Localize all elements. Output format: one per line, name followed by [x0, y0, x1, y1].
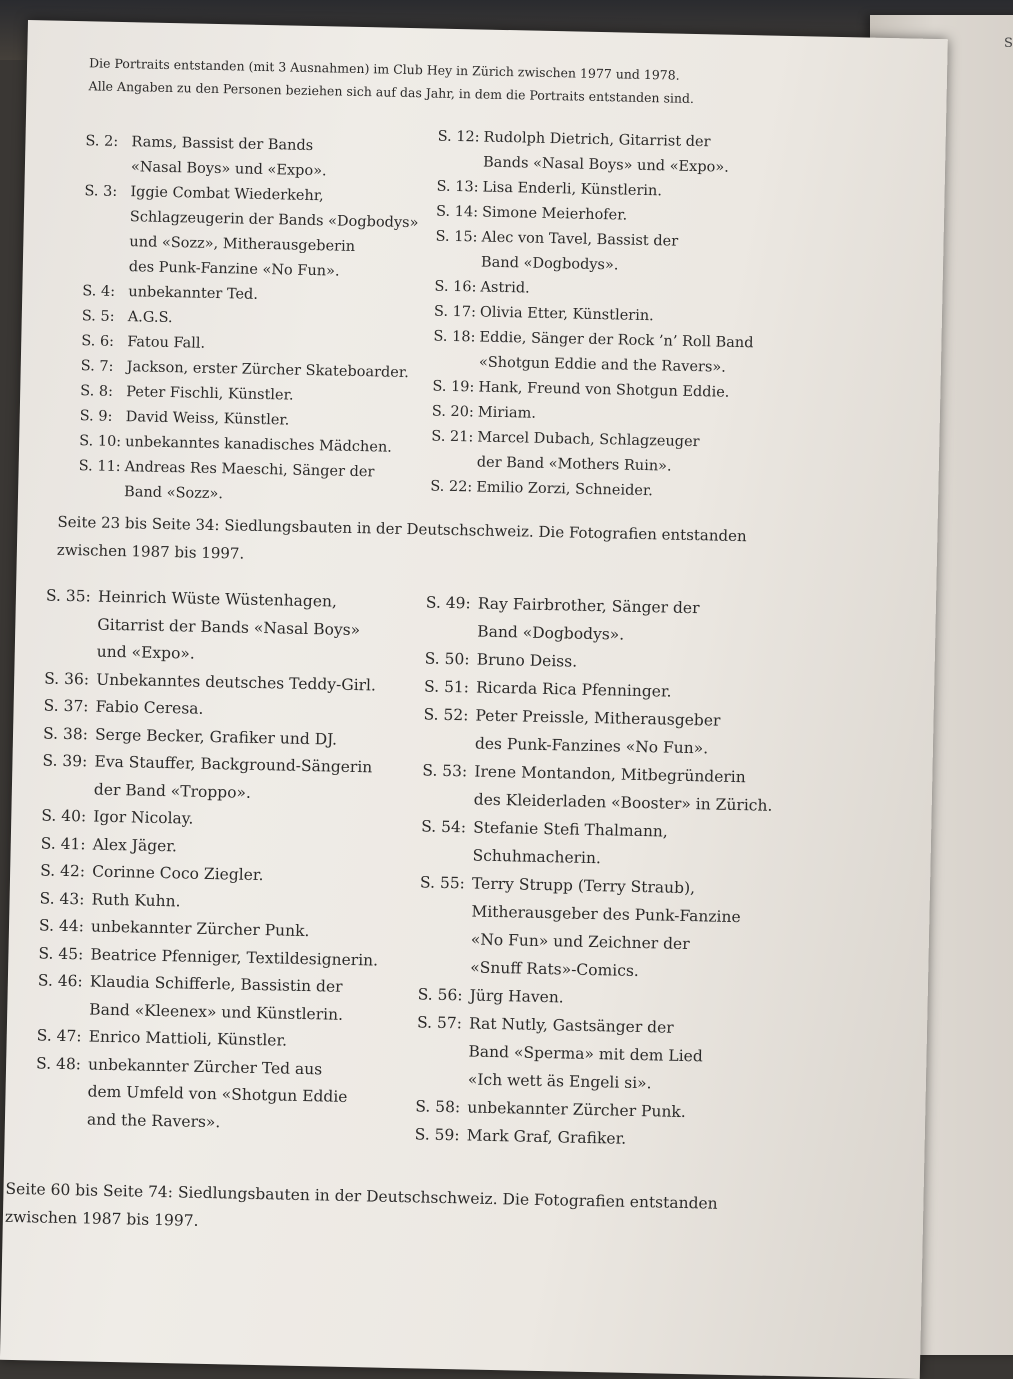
- section-note-2: [5, 1175, 826, 1248]
- page-ref: S. 13:: [436, 178, 479, 196]
- list-item: [85, 129, 446, 187]
- page-ref: S. 44:: [38, 916, 85, 936]
- entry-text: David Weiss, Künstler.: [125, 409, 290, 429]
- entry-text: Band «Dogbodys».: [477, 622, 625, 644]
- page-ref: S. 57:: [416, 1013, 463, 1033]
- page-ref: S. 59:: [414, 1125, 460, 1145]
- entry-text: Irene Montandon, Mitbegründerin: [474, 762, 746, 787]
- page-ref: S. 45:: [38, 943, 84, 963]
- entry-text: unbekannter Zürcher Ted aus: [87, 1054, 323, 1078]
- portrait-list-left-2: [35, 583, 436, 1141]
- page-ref: S. 43:: [39, 888, 85, 908]
- entry-text: Jackson, erster Zürcher Skateboarder.: [126, 359, 409, 382]
- entry-text: Mitherausgeber des Punk-Fanzine: [471, 902, 741, 927]
- entry-text: Schuhmacherin.: [472, 846, 602, 868]
- entry-text: «No Fun» und Zeichner der: [470, 930, 690, 954]
- list-item: [418, 868, 820, 988]
- page-ref: S. 56:: [417, 985, 463, 1005]
- entry-text: Simone Meierhofer.: [481, 204, 628, 224]
- page-ref: S. 46:: [37, 971, 83, 991]
- page-ref: S. 7:: [80, 358, 114, 375]
- entry-text: Heinrich Wüste Wüstenhagen,: [97, 587, 338, 611]
- entry-text: der Band «Mothers Ruin».: [476, 454, 672, 475]
- page-ref: S. 35:: [45, 586, 92, 606]
- page-ref: S. 51:: [423, 677, 470, 697]
- page-ref: S. 37:: [43, 696, 89, 716]
- entry-text: Hank, Freund von Shotgun Eddie.: [478, 379, 730, 401]
- page-ref: S. 52:: [423, 705, 469, 725]
- entry-text: und «Expo».: [96, 642, 195, 663]
- entry-text: Jürg Haven.: [469, 986, 564, 1007]
- entry-text: unbekanntes kanadisches Mädchen.: [125, 434, 393, 456]
- entry-text: dem Umfeld von «Shotgun Eddie: [87, 1082, 348, 1106]
- page-ref: S. 42:: [40, 861, 86, 881]
- page-ref: S. 58:: [415, 1097, 461, 1117]
- entry-text: Astrid.: [480, 279, 530, 297]
- list-item: [78, 454, 439, 512]
- entry-text: unbekannter Zürcher Punk.: [467, 1098, 686, 1122]
- page-ref: S. 50:: [424, 649, 470, 669]
- entry-text: Lisa Enderli, Künstlerin.: [482, 179, 663, 200]
- intro-text: [88, 51, 849, 113]
- entry-text: Iggie Combat Wiederkehr,: [130, 184, 324, 205]
- page-ref: S. 38:: [42, 723, 89, 743]
- entry-text: Igor Nicolay.: [93, 807, 194, 828]
- entry-text: des Kleiderladen «Booster» in Zürich.: [473, 790, 773, 815]
- entry-text: Band «Sozz».: [123, 484, 224, 503]
- page-ref: S. 18:: [433, 328, 476, 346]
- entry-text: Olivia Etter, Künstlerin.: [479, 304, 654, 325]
- page-ref: S. 55:: [419, 873, 466, 893]
- page-ref: S. 39:: [42, 751, 88, 771]
- book-page: [0, 20, 948, 1379]
- entry-text: Beatrice Pfenniger, Textildesignerin.: [90, 945, 379, 970]
- page-ref: S. 9:: [79, 408, 113, 425]
- page-ref: S. 54:: [421, 817, 467, 837]
- page-ref: S. 5:: [81, 308, 115, 325]
- page-ref: S. 8:: [80, 383, 114, 400]
- page-ref: S. 36:: [44, 668, 90, 688]
- section-line: zwischen 1987 bis 1997.: [4, 1207, 199, 1230]
- entry-text: und «Sozz», Mitherausgeberin: [129, 234, 356, 255]
- entry-text: Andreas Res Maeschi, Sänger der: [124, 459, 375, 481]
- entry-text: Band «Sperma» mit dem Lied: [468, 1042, 703, 1066]
- page-ref: S. 12:: [437, 128, 480, 146]
- entry-text: Miriam.: [477, 404, 537, 422]
- page-ref: S. 10:: [79, 433, 122, 451]
- list-item: [420, 812, 821, 876]
- page-ref: S. 41:: [40, 833, 86, 853]
- entry-text: Marcel Dubach, Schlagzeuger: [477, 429, 700, 451]
- entry-text: A.G.S.: [127, 309, 173, 327]
- page-ref: S. 17:: [433, 303, 477, 321]
- list-item: [42, 747, 433, 810]
- entry-text: Unbekanntes deutsches Teddy-Girl.: [96, 670, 377, 694]
- entry-text: des Punk-Fanzines «No Fun».: [474, 734, 709, 758]
- entry-text: der Band «Troppo».: [93, 780, 252, 802]
- section-line: zwischen 1987 bis 1997.: [56, 540, 245, 563]
- list-item: [416, 1008, 818, 1100]
- entry-text: Serge Becker, Grafiker und DJ.: [94, 725, 338, 749]
- entry-text: Mark Graf, Grafiker.: [466, 1126, 627, 1148]
- portrait-list-right-2: [414, 588, 826, 1156]
- page-ref: S. 11:: [78, 458, 121, 476]
- list-item: [431, 425, 792, 483]
- entry-text: Ray Fairbrother, Sänger der: [477, 594, 700, 618]
- page-ref: S. 19:: [432, 378, 475, 396]
- portrait-list-left-1: [78, 129, 446, 511]
- list-item: [425, 588, 826, 652]
- list-item: [435, 225, 796, 283]
- entry-text: Alec von Tavel, Bassist der: [481, 229, 679, 250]
- entry-text: Eva Stauffer, Background-Sängerin: [94, 752, 373, 777]
- entry-text: Rams, Bassist der Bands: [131, 134, 314, 154]
- section-line: Seite 23 bis Seite 34: Siedlungsbauten in der Deutschschweiz. Die Fotografien entstanden: [57, 512, 747, 546]
- facing-page-letter: S: [1004, 36, 1013, 51]
- entry-text: and the Ravers».: [86, 1109, 221, 1131]
- entry-text: Rat Nutly, Gastsänger der: [468, 1014, 674, 1037]
- page-ref: S. 6:: [81, 333, 115, 350]
- page-ref: S. 14:: [435, 203, 479, 221]
- entry-text: des Punk-Fanzine «No Fun».: [128, 259, 340, 280]
- page-ref: S. 4:: [82, 283, 116, 300]
- page-ref: S. 53:: [422, 761, 468, 781]
- entry-text: «Snuff Rats»-Comics.: [470, 958, 639, 980]
- entry-text: Emilio Zorzi, Schneider.: [476, 479, 654, 500]
- page-ref: S. 21:: [431, 428, 474, 446]
- page-ref: S. 47:: [36, 1026, 82, 1046]
- page-ref: S. 20:: [431, 403, 475, 421]
- section-note-1: [57, 508, 838, 580]
- entry-text: unbekannter Zürcher Punk.: [90, 917, 310, 941]
- entry-text: Band «Dogbodys».: [480, 254, 619, 274]
- page-ref: S. 15:: [435, 228, 478, 246]
- entry-text: Alex Jäger.: [92, 835, 178, 855]
- entry-text: Klaudia Schifferle, Bassistin der: [89, 972, 343, 996]
- entry-text: Eddie, Sänger der Rock ’n’ Roll Band: [479, 329, 754, 352]
- intro-line: Die Portraits entstanden (mit 3 Ausnahmen) im Club Hey in Zürich zwischen 1977 und 1978.: [88, 55, 680, 83]
- entry-text: Fabio Ceresa.: [95, 697, 204, 718]
- list-item: [44, 583, 436, 674]
- section-line: Seite 60 bis Seite 74: Siedlungsbauten in der Deutschschweiz. Die Fotografien entstanden: [5, 1179, 718, 1213]
- page-ref: S. 48:: [35, 1053, 82, 1073]
- entry-text: Terry Strupp (Terry Straub),: [471, 874, 696, 898]
- entry-text: Corinne Coco Ziegler.: [91, 862, 264, 885]
- entry-text: Stefanie Stefi Thalmann,: [472, 818, 669, 841]
- entry-text: Schlagzeugerin der Bands «Dogbodys»: [129, 209, 419, 232]
- portrait-list-right-1: [430, 125, 798, 507]
- entry-text: Peter Fischli, Künstler.: [126, 384, 294, 404]
- entry-text: «Ich wett äs Engeli si».: [467, 1070, 652, 1093]
- page-ref: S. 2:: [85, 133, 119, 150]
- list-item: [37, 967, 428, 1030]
- list-item: [437, 125, 798, 183]
- page-ref: S. 16:: [434, 278, 477, 296]
- list-item: [423, 700, 824, 764]
- entry-text: Bands «Nasal Boys» und «Expo».: [482, 154, 729, 176]
- page-ref: S. 49:: [425, 593, 471, 613]
- entry-text: Gitarrist der Bands «Nasal Boys»: [97, 615, 361, 639]
- page-ref: S. 40:: [41, 806, 87, 826]
- entry-text: Ricarda Rica Pfenninger.: [475, 678, 672, 701]
- list-item: [421, 756, 822, 820]
- entry-text: unbekannter Ted.: [128, 284, 259, 303]
- entry-text: Band «Kleenex» und Künstlerin.: [89, 1000, 344, 1024]
- entry-text: Ruth Kuhn.: [91, 890, 181, 910]
- entry-text: Rudolph Dietrich, Gitarrist der: [483, 129, 711, 151]
- entry-text: Peter Preissle, Mitherausgeber: [475, 706, 721, 730]
- page-ref: S. 3:: [84, 183, 118, 200]
- entry-text: «Nasal Boys» und «Expo».: [130, 159, 327, 180]
- entry-text: Enrico Mattioli, Künstler.: [88, 1027, 288, 1050]
- intro-line: Alle Angaben zu den Personen beziehen sich auf das Jahr, in dem die Portraits entstanden sind.: [88, 78, 695, 106]
- list-item: [35, 1050, 427, 1141]
- list-item: [83, 179, 445, 287]
- list-item: [433, 325, 794, 383]
- entry-text: Bruno Deiss.: [476, 650, 578, 671]
- entry-text: «Shotgun Eddie and the Ravers».: [478, 354, 727, 376]
- page-ref: S. 22:: [430, 478, 473, 496]
- entry-text: Fatou Fall.: [127, 334, 206, 352]
